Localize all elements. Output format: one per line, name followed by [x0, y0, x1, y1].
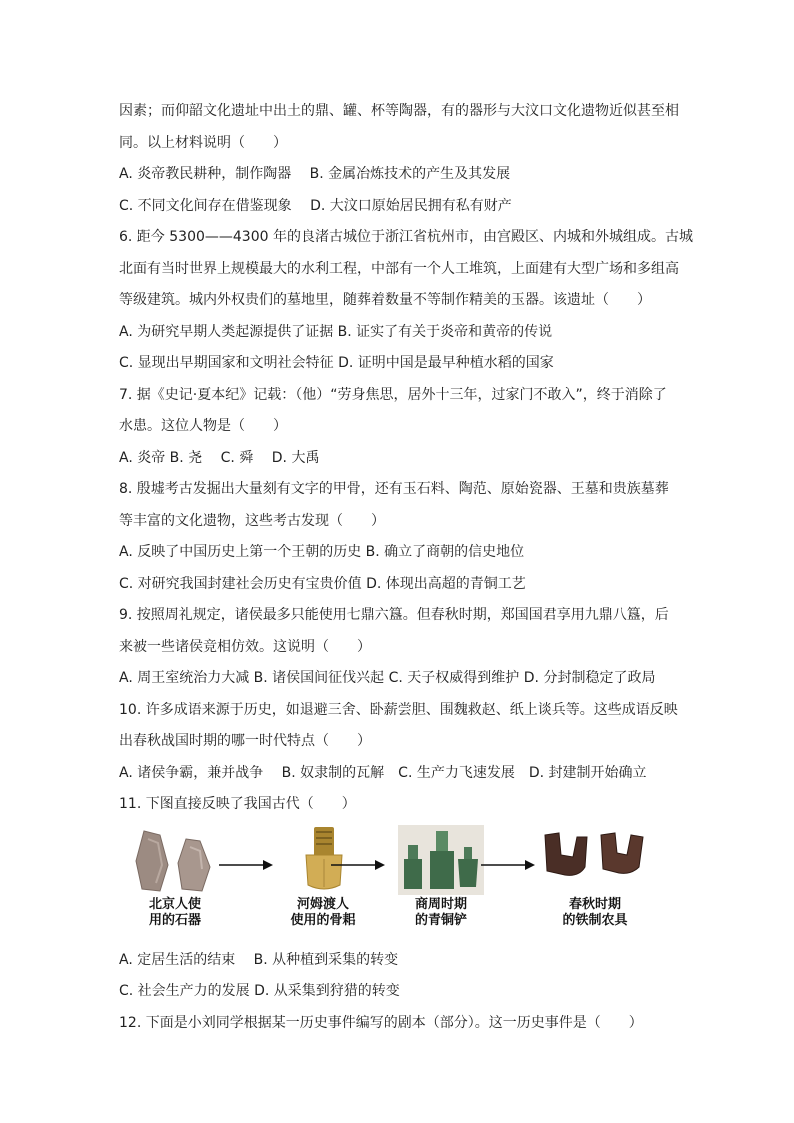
stage-caption: 春秋时期 的铁制农具: [562, 896, 628, 928]
option-line: A. 周王室统治力大减 B. 诸侯国间征伐兴起 C. 天子权威得到维护 D. 分封制稳定了政局: [119, 670, 656, 686]
stage-stone-tools: [119, 825, 231, 945]
question-7: 7. 据《史记·夏本纪》记载：（他）“劳身焦思，居外十三年，过家门不敢入”，终于消除了: [119, 386, 667, 403]
arrow-icon: [331, 859, 385, 871]
question-11: 11. 下图直接反映了我国古代（ ）: [119, 796, 356, 812]
question-10: 10. 许多成语来源于历史，如退避三舍、卧薪尝胆、围魏救赵、纸上谈兵等。这些成语反映: [119, 701, 678, 718]
stage-caption: 商周时期 的青铜铲: [414, 896, 467, 928]
text-line: 来被一些诸侯竞相仿效。这说明（ ）: [119, 638, 371, 655]
question-text-after: [119, 945, 679, 1040]
question-12: 12. 下面是小刘同学根据某一历史事件编写的剧本（部分）。这一历史事件是（ ）: [119, 1014, 643, 1031]
stage-caption: 北京人使 用的石器: [148, 896, 201, 928]
question-text-before: [119, 96, 693, 821]
text-line: 同。以上材料说明（ ）: [119, 134, 287, 151]
option-line: A. 炎帝教民耕种，制作陶器 B. 金属冶炼技术的产生及其发展: [119, 166, 511, 182]
text-line: 因素；而仰韶文化遗址中出土的鼎、罐、杯等陶器，有的器形与大汶口文化遗物近似甚至相: [119, 103, 679, 119]
arrow-icon: [219, 859, 273, 871]
option-line: A. 为研究早期人类起源提供了证据 B. 证实了有关于炎帝和黄帝的传说: [119, 323, 553, 340]
text-line: 北面有当时世界上规模最大的水利工程，中部有一个人工堆筑，上面建有大型广场和多组高: [119, 260, 679, 277]
option-line: C. 显现出早期国家和文明社会特征 D. 证明中国是最早种植水稻的国家: [119, 355, 554, 371]
option-line: A. 定居生活的结束 B. 从种植到采集的转变: [119, 951, 399, 968]
iron-tool-icon: [539, 825, 651, 895]
stage-bronze-shovel: [385, 825, 497, 945]
text-line: 水患。这位人物是（ ）: [119, 418, 287, 434]
option-line: A. 反映了中国历史上第一个王朝的历史 B. 确立了商朝的信史地位: [119, 544, 525, 560]
bronze-shovel-icon: [396, 825, 486, 895]
tool-evolution-figure: [119, 825, 679, 945]
exam-page: [119, 96, 693, 1039]
text-line: 出春秋战国时期的哪一时代特点（ ）: [119, 733, 371, 749]
stage-bone-spade: [267, 825, 379, 945]
option-line: C. 社会生产力的发展 D. 从采集到狩猎的转变: [119, 983, 400, 999]
option-line: C. 对研究我国封建社会历史有宝贵价值 D. 体现出高超的青铜工艺: [119, 575, 526, 592]
text-line: 等级建筑。城内外权贵们的墓地里，随葬着数量不等制作精美的玉器。该遗址（ ）: [119, 292, 651, 308]
option-line: A. 诸侯争霸，兼并战争 B. 奴隶制的瓦解 C. 生产力飞速发展 D. 封建制开始确立: [119, 764, 647, 781]
question-6: 6. 距今 5300——4300 年的良渚古城位于浙江省杭州市，由宫殿区、内城和外城组成。古城: [119, 229, 693, 245]
stage-iron-tool: [539, 825, 651, 945]
question-8: 8. 殷墟考古发掘出大量刻有文字的甲骨，还有玉石料、陶范、原始瓷器、王墓和贵族墓葬: [119, 481, 669, 497]
option-line: A. 炎帝 B. 尧 C. 舜 D. 大禹: [119, 449, 320, 466]
stone-tools-icon: [130, 825, 220, 895]
text-line: 等丰富的文化遗物，这些考古发现（ ）: [119, 512, 385, 529]
option-line: C. 不同文化间存在借鉴现象 D. 大汶口原始居民拥有私有财产: [119, 197, 512, 214]
stage-caption: 河姆渡人 使用的骨耜: [290, 896, 356, 928]
arrow-icon: [481, 859, 535, 871]
question-9: 9. 按照周礼规定，诸侯最多只能使用七鼎六簋。但春秋时期，郑国国君享用九鼎八簋，后: [119, 607, 669, 623]
